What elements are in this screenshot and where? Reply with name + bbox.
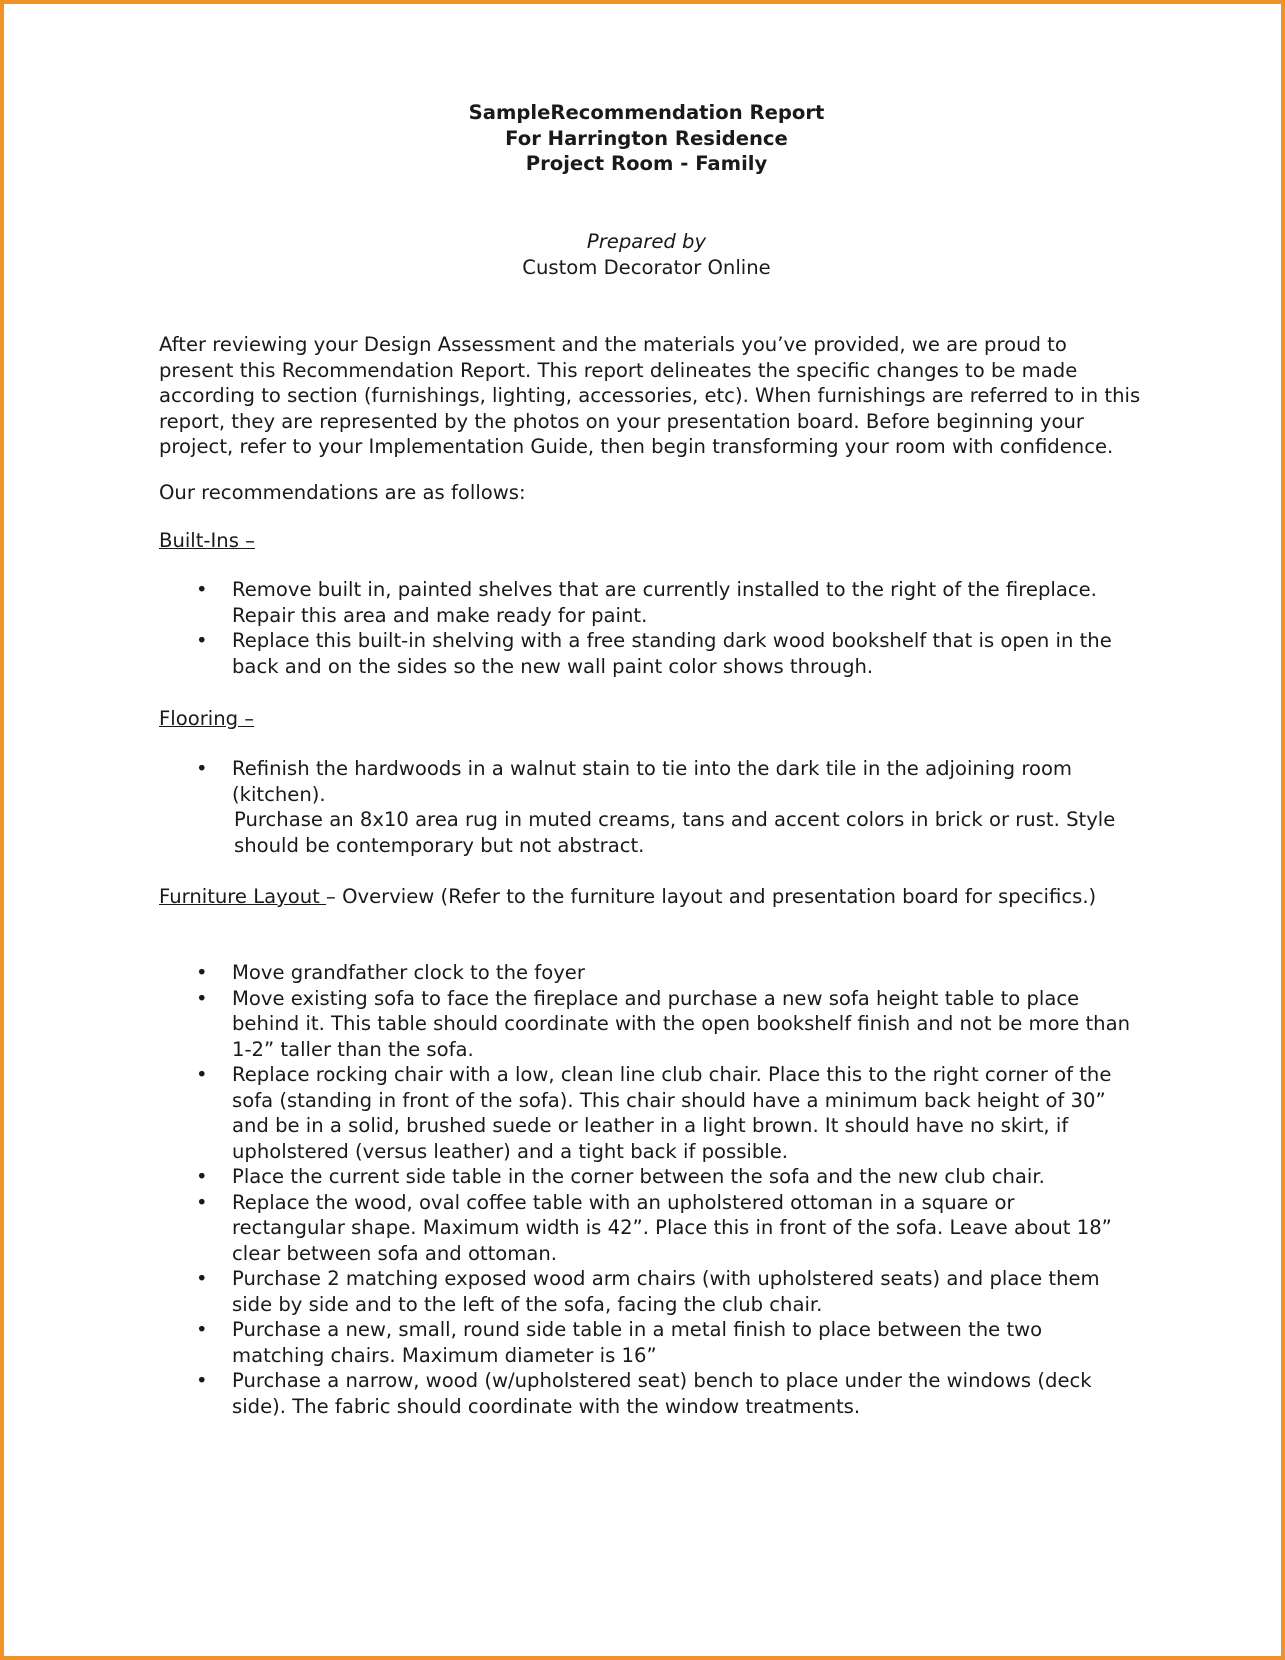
continuation-line: Purchase an 8x10 area rug in muted creams, tans and accent colors in brick or rust. Style	[234, 808, 1116, 831]
list-item-line: clear between sofa and ottoman.	[232, 1241, 558, 1265]
list-item-line: Purchase 2 matching exposed wood arm chairs (with upholstered seats) and place them	[232, 1267, 1100, 1290]
section-heading-builtins: Built-Ins –	[159, 529, 255, 552]
section-heading-furniture	[159, 884, 1159, 910]
report-room: Project Room - Family	[525, 152, 768, 175]
flooring-continuation	[234, 807, 1194, 858]
list-item	[196, 628, 1156, 679]
intro-line: according to section (furnishings, lighting, accessories, etc). When furnishings are referred to in this	[159, 384, 1141, 407]
list-item	[196, 1164, 1156, 1190]
intro-paragraph	[159, 332, 1159, 460]
list-item-line: Remove built in, painted shelves that are currently installed to the right of the fireplace.	[232, 578, 1097, 601]
bullet-icon: •	[196, 1369, 208, 1392]
company-name: Custom Decorator Online	[522, 255, 771, 279]
list-item-line: Move grandfather clock to the foyer	[232, 961, 585, 984]
intro-line: After reviewing your Design Assessment and the materials you’ve provided, we are proud to	[159, 333, 1067, 356]
list-item	[196, 1266, 1156, 1317]
list-item	[196, 960, 1156, 986]
list-item-line: back and on the sides so the new wall paint color shows through.	[232, 654, 874, 678]
list-item	[196, 986, 1156, 1063]
prepared-by-label: Prepared by	[586, 230, 707, 253]
prepared-by-block	[4, 229, 1285, 280]
section-heading-flooring: Flooring –	[159, 707, 255, 730]
list-item-line: side). The fabric should coordinate with the window treatments.	[232, 1394, 861, 1418]
list-item-line: Purchase a new, small, round side table in a metal finish to place between the two	[232, 1318, 1043, 1341]
bullet-icon: •	[196, 1318, 208, 1341]
list-item	[196, 1317, 1156, 1368]
list-item-line: Replace rocking chair with a low, clean line club chair. Place this to the right corner of the	[232, 1063, 1112, 1086]
list-item-line: side by side and to the left of the sofa, facing the club chair.	[232, 1292, 823, 1316]
list-item-line: Place the current side table in the corner between the sofa and the new club chair.	[232, 1165, 1045, 1188]
list-item-line: 1-2” taller than the sofa.	[232, 1037, 474, 1061]
furniture-heading-rest: – Overview (Refer to the furniture layout and presentation board for specifics.)	[326, 885, 1097, 908]
report-title: SampleRecommendation Report	[468, 101, 825, 124]
list-item	[196, 577, 1156, 628]
list-item-line: rectangular shape. Maximum width is 42”. Place this in front of the sofa. Leave about 18”	[232, 1216, 1112, 1239]
bullet-icon: •	[196, 1063, 208, 1086]
list-item	[196, 1190, 1156, 1267]
report-client: For Harrington Residence	[505, 126, 788, 150]
list-item-line: (kitchen).	[232, 782, 326, 806]
list-item	[196, 756, 1156, 807]
intro-line: project, refer to your Implementation Guide, then begin transforming your room with confidence.	[159, 435, 1114, 458]
intro-line: present this Recommendation Report. This report delineates the specific changes to be made	[159, 358, 1078, 382]
bullet-icon: •	[196, 961, 208, 984]
list-item	[196, 1062, 1156, 1164]
list-item-line: Repair this area and make ready for paint.	[232, 603, 648, 627]
list-item-line: Purchase a narrow, wood (w/upholstered seat) bench to place under the windows (deck	[232, 1369, 1092, 1392]
recommendations-lead: Our recommendations are as follows:	[159, 481, 526, 504]
list-item-line: sofa (standing in front of the sofa). This chair should have a minimum back height of 30”	[232, 1088, 1106, 1112]
bullet-icon: •	[196, 578, 208, 601]
intro-line: report, they are represented by the photos on your presentation board. Before beginning your	[159, 409, 1084, 433]
continuation-line: should be contemporary but not abstract.	[234, 833, 645, 857]
bullet-icon: •	[196, 986, 208, 1010]
list-item-line: behind it. This table should coordinate with the open bookshelf finish and not be more than	[232, 1012, 1131, 1035]
bullet-icon: •	[196, 757, 208, 780]
bullet-icon: •	[196, 1190, 208, 1214]
list-item-line: Move existing sofa to face the fireplace and purchase a new sofa height table to place	[232, 986, 1080, 1010]
list-item-line: upholstered (versus leather) and a tight back if possible.	[232, 1139, 789, 1163]
list-item-line: Replace the wood, oval coffee table with an upholstered ottoman in a square or	[232, 1190, 1015, 1214]
list-item-line: matching chairs. Maximum diameter is 16”	[232, 1343, 657, 1367]
flooring-list	[196, 756, 1156, 807]
builtins-list	[196, 577, 1156, 679]
list-item-line: Replace this built-in shelving with a free standing dark wood bookshelf that is open in the	[232, 629, 1112, 652]
furniture-heading-underlined: Furniture Layout	[159, 885, 327, 908]
list-item-line: Refinish the hardwoods in a walnut stain to tie into the dark tile in the adjoining room	[232, 757, 1073, 780]
bullet-icon: •	[196, 1267, 208, 1290]
bullet-icon: •	[196, 1165, 208, 1188]
report-header	[4, 100, 1285, 177]
bullet-icon: •	[196, 629, 208, 652]
furniture-list	[196, 960, 1156, 1419]
list-item-line: and be in a solid, brushed suede or leather in a light brown. It should have no skirt, if	[232, 1114, 1069, 1137]
list-item	[196, 1368, 1156, 1419]
